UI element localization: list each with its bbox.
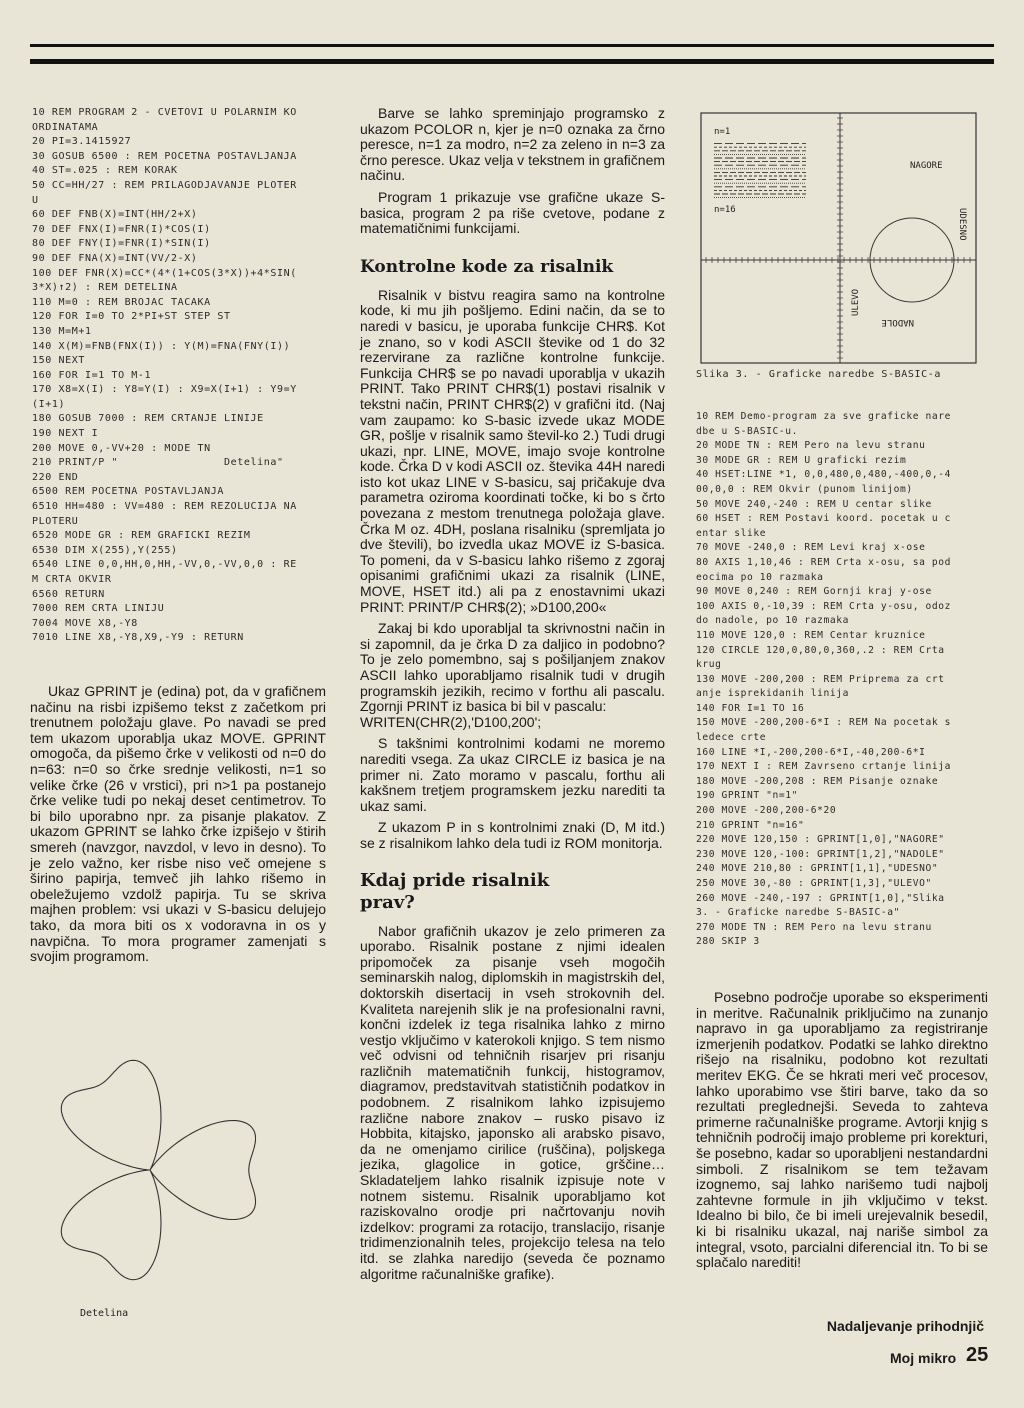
code-line: 200 MOVE -200,200-6*20 bbox=[696, 805, 837, 817]
code-line: entar slike bbox=[696, 527, 767, 539]
rom-paragraph: Z ukazom P in s kontrolnimi znaki (D, M itd.) se z risalnikom lahko dela tudi iz ROM monitorja. bbox=[360, 819, 665, 851]
program2-listing bbox=[32, 106, 332, 646]
code-line: ORDINATAMA bbox=[32, 121, 99, 133]
code-line: 200 MOVE 0,-VV+20 : MODE TN bbox=[32, 442, 211, 454]
label-n1: n=1 bbox=[714, 127, 731, 137]
code-line: 60 DEF FNB(X)=INT(HH/2+X) bbox=[32, 209, 198, 221]
code-line: 100 DEF FNR(X)=CC*(4*(1+COS(3*X))+4*SIN( bbox=[32, 267, 297, 279]
code-line: 210 PRINT/P " Detelina" bbox=[32, 457, 284, 469]
label-udesno: UDESNO bbox=[957, 208, 967, 241]
gprint-paragraph: Ukaz GPRINT je (edina) pot, da v grafičnem načinu na risbi izpišemo tekst z začetkom pri trenutnem položaju glave. Po navadi se pred tem ukazom uporablja ukaz MOVE. GPRINT omogoča, da pišemo črke v velikosti od n=0 do n=63: n=0 so črke srednje velikosti, n=1 so velike črke (26 v vrstici), pri n>1 pa postanejo črke velike tudi po nekaj deset centimetrov. To bi bilo uporabno npr. za pisanje plakatov. Z ukazom GPRINT se lahko črke izpišejo v štirih smereh (navzgor, navzdol, v levo in desno). To je zelo važno, ker risbe niso več omejene s širino papirja, temveč jih lahko rišemo in obeležujemo vzdolž papirja. Tu se skriva majhen problem: vsi ukazi v S-basicu delujejo tako, da mora biti os x vodoravna in os y navpična. To mora programer zamenjati s svojim programom. bbox=[30, 683, 326, 965]
code-line: 20 MODE TN : REM Pero na levu stranu bbox=[696, 440, 926, 452]
code-line: 40 HSET:LINE *1, 0,0,480,0,480,-400,0,-4 bbox=[696, 469, 952, 481]
code-line: 280 SKIP 3 bbox=[696, 936, 760, 948]
code-line: 150 MOVE -200,200-6*I : REM Na pocetak s bbox=[696, 717, 952, 729]
code-line: 10 REM PROGRAM 2 - CVETOVI U POLARNIM KO bbox=[32, 107, 297, 118]
code-line: 270 MODE TN : REM Pero na levu stranu bbox=[696, 921, 932, 933]
axis-ticks bbox=[706, 118, 970, 358]
code-line: M CRTA OKVIR bbox=[32, 574, 112, 585]
col2 bbox=[360, 106, 665, 1282]
code-line: PLOTERU bbox=[32, 515, 79, 527]
code-line: 80 DEF FNY(I)=FNR(I)*SIN(I) bbox=[32, 238, 211, 250]
code-line: 30 MODE GR : REM U graficki rezim bbox=[696, 454, 907, 466]
code-line: 30 GOSUB 6500 : REM POCETNA POSTAVLJANJA bbox=[32, 150, 297, 162]
code-line: 3*X)↑2) : REM DETELINA bbox=[32, 282, 178, 294]
code-line: 110 M=0 : REM BROJAC TACAKA bbox=[32, 296, 211, 308]
code-line: 6510 HH=480 : VV=480 : REM REZOLUCIJA NA bbox=[32, 501, 297, 513]
code-line: U bbox=[32, 194, 39, 206]
code-line: 100 AXIS 0,-10,39 : REM Crta y-osu, odoz bbox=[696, 600, 952, 612]
code-line: 110 MOVE 120,0 : REM Centar kruznice bbox=[696, 629, 926, 641]
clover-curve bbox=[61, 1060, 255, 1279]
code-line: 70 MOVE -240,0 : REM Levi kraj x-ose bbox=[696, 542, 926, 554]
code-line: 70 DEF FNX(I)=FNR(I)*COS(I) bbox=[32, 223, 211, 235]
code-line: 40 ST=.025 : REM KORAK bbox=[32, 165, 178, 177]
label-nadole: NADOLE bbox=[881, 317, 914, 327]
code-line: 3. - Graficke naredbe S-BASIC-a" bbox=[696, 907, 901, 919]
code-line: 150 NEXT bbox=[32, 355, 85, 367]
code-line: 190 NEXT I bbox=[32, 428, 99, 440]
code-line: 170 X8=X(I) : Y8=Y(I) : X9=X(I+1) : Y9=Y bbox=[32, 384, 297, 396]
code-line: 140 FOR I=1 TO 16 bbox=[696, 702, 805, 714]
code-line: 210 GPRINT "n=16" bbox=[696, 819, 805, 831]
code-line: 130 MOVE -200,200 : REM Priprema za crt bbox=[696, 673, 945, 685]
pcolor-paragraph: Barve se lahko spreminjajo programsko z ukazom PCOLOR n, kjer je n=0 oznaka za črno peresce, n=1 za modro, n=2 za zeleno in n=3 za črno peresce. Ukaz velja v tekstnem in grafičnem načinu. bbox=[360, 105, 666, 184]
heading-when-useful: Kdaj pride risalnik prav? bbox=[360, 869, 550, 913]
code-line: 120 FOR I=0 TO 2*PI+ST STEP ST bbox=[32, 311, 231, 323]
figure-caption: Slika 3. - Graficke naredbe S-BASIC-a bbox=[696, 369, 941, 380]
code-line: 00,0,0 : REM Okvir (punom linijom) bbox=[696, 483, 913, 495]
continued-note: Nadaljevanje prihodnjič bbox=[826, 1318, 984, 1334]
page-number: 25 bbox=[966, 1344, 989, 1366]
code-line: 7010 LINE X8,-Y8,X9,-Y9 : RETURN bbox=[32, 632, 244, 644]
control-codes-paragraph: Risalnik v bistvu reagira samo na kontrolne kode, ki mu jih pošljemo. Edini način, da se to naredi v basicu, je uporaba funkcije CHR$. Kot je znano, so v kodi ASCII števike od 1 do 32 rezervirane za različne kontrolne funkcije. Funkcija CHR$ se po navadi uporablja v ukazih PRINT. Tako PRINT CHR$(1) postavi risalnik v tekstni način, PRINT CHR$(2) v grafični itd. (Naj vam zaupamo: ko S-basic izvede ukaz MODE GR, pošlje v risalnik samo števil-ko 2.) Tudi drugi ukazi, npr. LINE, MOVE, imajo svoje kontrolne kode. Črka D v kodi ASCII oz. števika 44H naredi isto kot ukaz LINE v S-basicu, saj pričakuje dva parametra oziroma koordinati točke, ki bo s črto povezana z mestom trenutnega položaja glave. Črka M oz. 4DH, poslana risalniku (spremljata jo dve števili), bo izvedla ukaz MOVE iz S-basica. To pomeni, da v S-basicu lahko rišemo z zgoraj opisanimi grafičnimi ukazi za risalnik (LINE, MOVE, HSET itd.) ali pa z enostavnimi ukazi PRINT: PRINT/P CHR$(2); »D100,200« bbox=[360, 286, 665, 615]
clover-plot bbox=[22, 1030, 344, 1330]
code-line: 7004 MOVE X8,-Y8 bbox=[32, 617, 138, 629]
heading-control-codes: Kontrolne kode za risalnik bbox=[360, 256, 614, 277]
label-ulevo: ULEVO bbox=[851, 288, 861, 316]
code-line: 20 PI=3.1415927 bbox=[32, 136, 132, 148]
code-line: krug bbox=[696, 659, 722, 671]
clover-label: Detelina bbox=[80, 1308, 129, 1319]
code-line: 6560 RETURN bbox=[32, 588, 105, 600]
figure-slika-3 bbox=[700, 112, 990, 380]
experiments-paragraph: Posebno področje uporabe so eksperimenti in meritve. Računalnik priključimo na zunanjo napravo in ga uporabljamo za registriranje izmerjenih podatkov. Podatki se lahko direktno rišejo na risalniku, podobno kot rezultati meritev EKG. Če se hkrati meri več procesov, lahko uporabimo vse štiri barve, tako da so rezultati preglednejši. Seveda to zahteva primerne računalniške programe. Avtorji knjig s tehničnih področij imajo probleme pri korekturi, še posebno, kadar so uporabljeni nestandardni simboli. Z risalnikom se tem težavam izognemo, saj lahko narišemo tudi najbolj zahtevne formule in jih vključimo v tekst. Idealno bi bilo, če bi imeli urejevalnik besedil, ki bi risalniku ukazal, naj nariše simbol za integral, vsoto, parcialni diferencial itn. To bi se splačalo narediti! bbox=[696, 989, 988, 1271]
pascal-paragraph: Zakaj bi kdo uporabljal ta skrivnostni način in si zapomnil, da je črka D za daljico in podobno? To je zelo pomembno, saj s pošiljanjem znakov ASCII lahko uporabljamo risalnik tudi v drugih programskih jezikih, recimo v forthu ali pascalu. Zgornji PRINT iz basica bi bil v pascalu: WRITEN(CHR(2),'D100,200'; bbox=[360, 620, 665, 730]
magazine-name: Moj mikro bbox=[890, 1350, 957, 1366]
code-line: eocima po 10 razmaka bbox=[696, 571, 824, 583]
col3-paragraph bbox=[696, 990, 988, 1271]
code-line: 160 LINE *I,-200,200-6*I,-40,200-6*I bbox=[696, 746, 926, 758]
code-line: 60 HSET : REM Postavi koord. pocetak u c bbox=[696, 513, 952, 525]
code-line: 160 FOR I=1 TO M-1 bbox=[32, 369, 152, 381]
code-line: 50 MOVE 240,-240 : REM U centar slike bbox=[696, 498, 932, 510]
code-line: 220 MOVE 120,150 : GPRINT[1,0],"NAGORE" bbox=[696, 834, 945, 846]
label-n16: n=16 bbox=[714, 205, 736, 215]
program3-listing bbox=[696, 410, 996, 950]
code-line: 10 REM Demo-program za sve graficke nare bbox=[696, 411, 952, 422]
code-line: 240 MOVE 210,80 : GPRINT[1,1],"UDESNO" bbox=[696, 863, 939, 875]
uses-paragraph: Nabor grafičnih ukazov je zelo primeren za uporabo. Risalnik postane z njimi idealen pripomoček za pisanje vseh mogočih seminarskih nalog, diplomskih in magistrskih del, doktorskih disertacij in vseh strokovnih del. Kvaliteta narejenih slik je na profesionalni ravni, končni izdelek iz tega risalnika lahko z mirno vestjo vključimo v katerokoli knjigo. S tem nismo več odvisni od tehničnih risarjev pri risanju različnih matematičnih funkcij, histogramov, diagramov, predstavitvah statističnih podatkov in podobnem. Z risalnikom lahko izpisujemo različne nabore znakov – rusko pisavo iz Hobbita, kitajsko, japonsko ali arabsko pisavo, da ne omenjamo cirilice (ruščina), poljskega jezika, glagolice in gotice, grščine… Skladateljem lahko risalnik izpisuje note v notnem sistemu. Risalnik uporabljamo kot raziskovalno orodje pri načrtovanju novih izdelkov: programi za rotacijo, translacijo, risanje tridimenzionalnih teles, projekcijo telesa na telo itd. se zlahka naredijo (seveda če poznamo algoritme računalniške grafike). bbox=[360, 922, 665, 1282]
code-line: 6520 MODE GR : REM GRAFICKI REZIM bbox=[32, 530, 251, 542]
label-nagore: NAGORE bbox=[910, 161, 943, 171]
code-line: 170 NEXT I : REM Zavrseno crtanje linija bbox=[696, 761, 952, 773]
dashed-lines bbox=[714, 144, 806, 198]
code-line: 180 GOSUB 7000 : REM CRTANJE LINIJE bbox=[32, 413, 264, 425]
code-line: 90 DEF FNA(X)=INT(VV/2-X) bbox=[32, 252, 198, 264]
code-line: 7000 REM CRTA LINIJU bbox=[32, 603, 165, 615]
code-line: 120 CIRCLE 120,0,80,0,360,.2 : REM Crta bbox=[696, 644, 945, 656]
code-line: 230 MOVE 120,-100: GPRINT[1,2],"NADOLE" bbox=[696, 848, 945, 860]
top-rule bbox=[30, 44, 994, 64]
code-line: 250 MOVE 30,-80 : GPRINT[1,3],"ULEVO" bbox=[696, 878, 932, 889]
code-line: dbe u S-BASIC-u. bbox=[696, 425, 799, 437]
code-line: 220 END bbox=[32, 471, 79, 483]
code-line: 80 AXIS 1,10,46 : REM Crta x-osu, sa pod bbox=[696, 556, 952, 568]
code-line: 260 MOVE -240,-197 : GPRINT[1,0],"Slika bbox=[696, 892, 945, 904]
circle-paragraph: S takšnimi kontrolnimi kodami ne moremo narediti vsega. Za ukaz CIRCLE iz basica je na primer ni. Zato moramo v pascalu, forthu ali kakšnem tretjem programskem jezku narediti ta ukaz sami. bbox=[360, 735, 665, 814]
code-line: ledece crte bbox=[696, 732, 767, 744]
code-line: 6500 REM POCETNA POSTAVLJANJA bbox=[32, 486, 224, 498]
code-line: 6530 DIM X(255),Y(255) bbox=[32, 544, 178, 556]
code-line: 140 X(M)=FNB(FNX(I)) : Y(M)=FNA(FNY(I)) bbox=[32, 340, 291, 352]
code-line: 180 MOVE -200,208 : REM Pisanje oznake bbox=[696, 775, 939, 787]
code-line: 6540 LINE 0,0,HH,0,HH,-VV,0,-VV,0,0 : RE bbox=[32, 559, 297, 571]
code-line: 190 GPRINT "n=1" bbox=[696, 790, 799, 802]
col1-paragraph bbox=[30, 684, 326, 965]
code-line: do nadole, po 10 razmaka bbox=[696, 615, 850, 627]
code-line: 90 MOVE 0,240 : REM Gornji kraj y-ose bbox=[696, 586, 932, 598]
code-line: 50 CC=HH/27 : REM PRILAGODJAVANJE PLOTER bbox=[32, 179, 297, 191]
code-line: anje isprekidanih linija bbox=[696, 688, 850, 700]
code-line: 130 M=M+1 bbox=[32, 325, 92, 337]
program-intro-paragraph: Program 1 prikazuje vse grafične ukaze S-basica, program 2 pa riše cvetove, podane z matematičnimi funkcijami. bbox=[360, 188, 665, 237]
code-line: (I+1) bbox=[32, 398, 66, 410]
